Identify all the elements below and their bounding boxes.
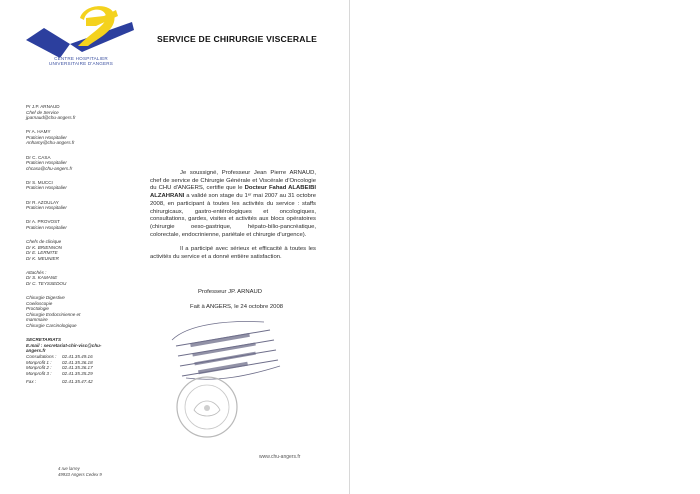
fax-row — [26, 379, 136, 385]
staff-name: Pr A. HAMY — [26, 129, 51, 135]
staff-entry — [26, 155, 136, 172]
phone-number: 02.41.35.36.17 — [62, 365, 93, 371]
logo-caption-line2: UNIVERSITAIRE D'ANGERS — [48, 61, 114, 66]
phone-number: 02.41.35.35.29 — [62, 370, 93, 376]
place-date: Fait à ANGERS, le 24 octobre 2008 — [190, 304, 283, 310]
phone-row — [26, 371, 136, 377]
attaches — [26, 270, 136, 287]
chef-name: Dr K. BRIENNON — [26, 244, 62, 250]
chef-name: Dr K. MEUNIER — [26, 255, 59, 261]
phone-label: Monprofit 2 : — [26, 365, 52, 371]
address-line1: 4 rue larrey — [58, 466, 80, 471]
staff-entry — [26, 219, 136, 230]
website-url: www.chu-angers.fr — [259, 454, 301, 460]
staff-name: Dr C. CASA — [26, 154, 51, 160]
staff-role: Praticien Hospitalier — [26, 185, 67, 191]
specialty: Chirurgie Carcinologique — [26, 323, 77, 329]
staff-name: Dr S. MUCCI — [26, 179, 53, 185]
fax-number: 02.41.35.47.42 — [62, 379, 93, 385]
specialties — [26, 295, 136, 329]
staff-email: Anhamy@chu-angers.fr — [26, 140, 75, 146]
staff-entry — [26, 200, 136, 211]
fax-label: Fax : — [26, 379, 37, 385]
staff-email: jparnaud@chu-angers.fr — [26, 115, 76, 121]
staff-role: Praticien Hospitalier — [26, 160, 67, 166]
staff-email: chcasa@chu-angers.fr — [26, 165, 73, 171]
logo-caption-line1: CENTRE HOSPITALIER — [54, 56, 108, 61]
phone-number: 02.41.35.49.16 — [62, 353, 93, 359]
specialty: Chirurgie Digestive — [26, 295, 65, 301]
secretariat — [26, 337, 136, 385]
staff-role: Praticien Hospitalier — [26, 224, 67, 230]
specialty: Chirurgie Endocrinienne et — [26, 311, 81, 317]
staff-name: Dr A. PROVOST — [26, 219, 60, 225]
logo-caption — [46, 56, 116, 66]
attaches-title: Attachés : — [26, 269, 47, 275]
postal-address — [58, 466, 102, 478]
phone-label: Monprofit 3 : — [26, 370, 52, 376]
letter-paragraph-1 — [150, 170, 316, 239]
signer-name: Professeur JP. ARNAUD — [198, 289, 263, 295]
secretariat-email: E.mail : secretariat-chir-visc@chu- — [26, 342, 102, 348]
paragraph-text: Je soussigné, Professeur Jean Pierre ARNAUD, chef de service de Chirurgie Générale et Viscérale d'Oncologie du CHU d'ANGERS, certifie que le — [150, 170, 316, 192]
paragraph-text: a validé son stage du 1ᵉʳ mai 2007 au 31 octobre 2008, en participant à toutes les activités du service : staffs chirurgicaux, gastro-entérologiques et oncologiques, consultations, gardes, visites et activités aux blocs opératoires (chirurgie oeso-gastrique, hépato-bilio-pancréatique, colorectale, endocrinienne, pariétale et chirurgie d'urgence). — [150, 193, 316, 238]
round-seal — [174, 374, 240, 440]
letter-body — [150, 170, 316, 269]
staff-name: Dr R. AZOULAY — [26, 199, 59, 205]
specialty: Coelioscopie — [26, 300, 53, 306]
chefs-title: Chefs de clinique — [26, 238, 62, 244]
doctor-name: Docteur Fahad ALABEIBI ALZAHRANI — [150, 185, 316, 200]
address-line2: 49933 Angers Cedex 9 — [58, 472, 102, 477]
staff-entry — [26, 129, 136, 146]
phone-label: Consultations : — [26, 353, 57, 359]
staff-entry — [26, 104, 136, 121]
chefs-de-clinique — [26, 239, 136, 261]
staff-sidebar — [26, 104, 136, 393]
staff-entry — [26, 180, 136, 191]
secretariat-title: SECRETARIATS — [26, 337, 62, 343]
chef-name: Dr E. LERMITE — [26, 250, 58, 256]
staff-role: Praticien Hospitalier — [26, 205, 67, 211]
secretariat-email-cont: angers.fr — [26, 348, 46, 354]
phone-number: 02.41.35.36.18 — [62, 359, 93, 365]
staff-role: Chef de Service — [26, 109, 59, 115]
page-edge — [349, 0, 350, 494]
phone-label: Monprofit 1 : — [26, 359, 52, 365]
specialty: Proctologie — [26, 306, 49, 312]
specialty: mammaire — [26, 317, 48, 323]
service-title: SERVICE DE CHIRURGIE VISCERALE — [157, 34, 318, 44]
attache-name: Dr S. KAMANE — [26, 275, 58, 281]
attache-name: Dr C. TEYSSEDOU — [26, 280, 67, 286]
staff-role: Praticien Hospitalier — [26, 134, 67, 140]
letter-paragraph-2: Il a participé avec sérieux et efficacité à toutes les activités du service et a donné entière satisfaction. — [150, 246, 316, 261]
staff-name: Pr J.P. ARNAUD — [26, 104, 60, 109]
